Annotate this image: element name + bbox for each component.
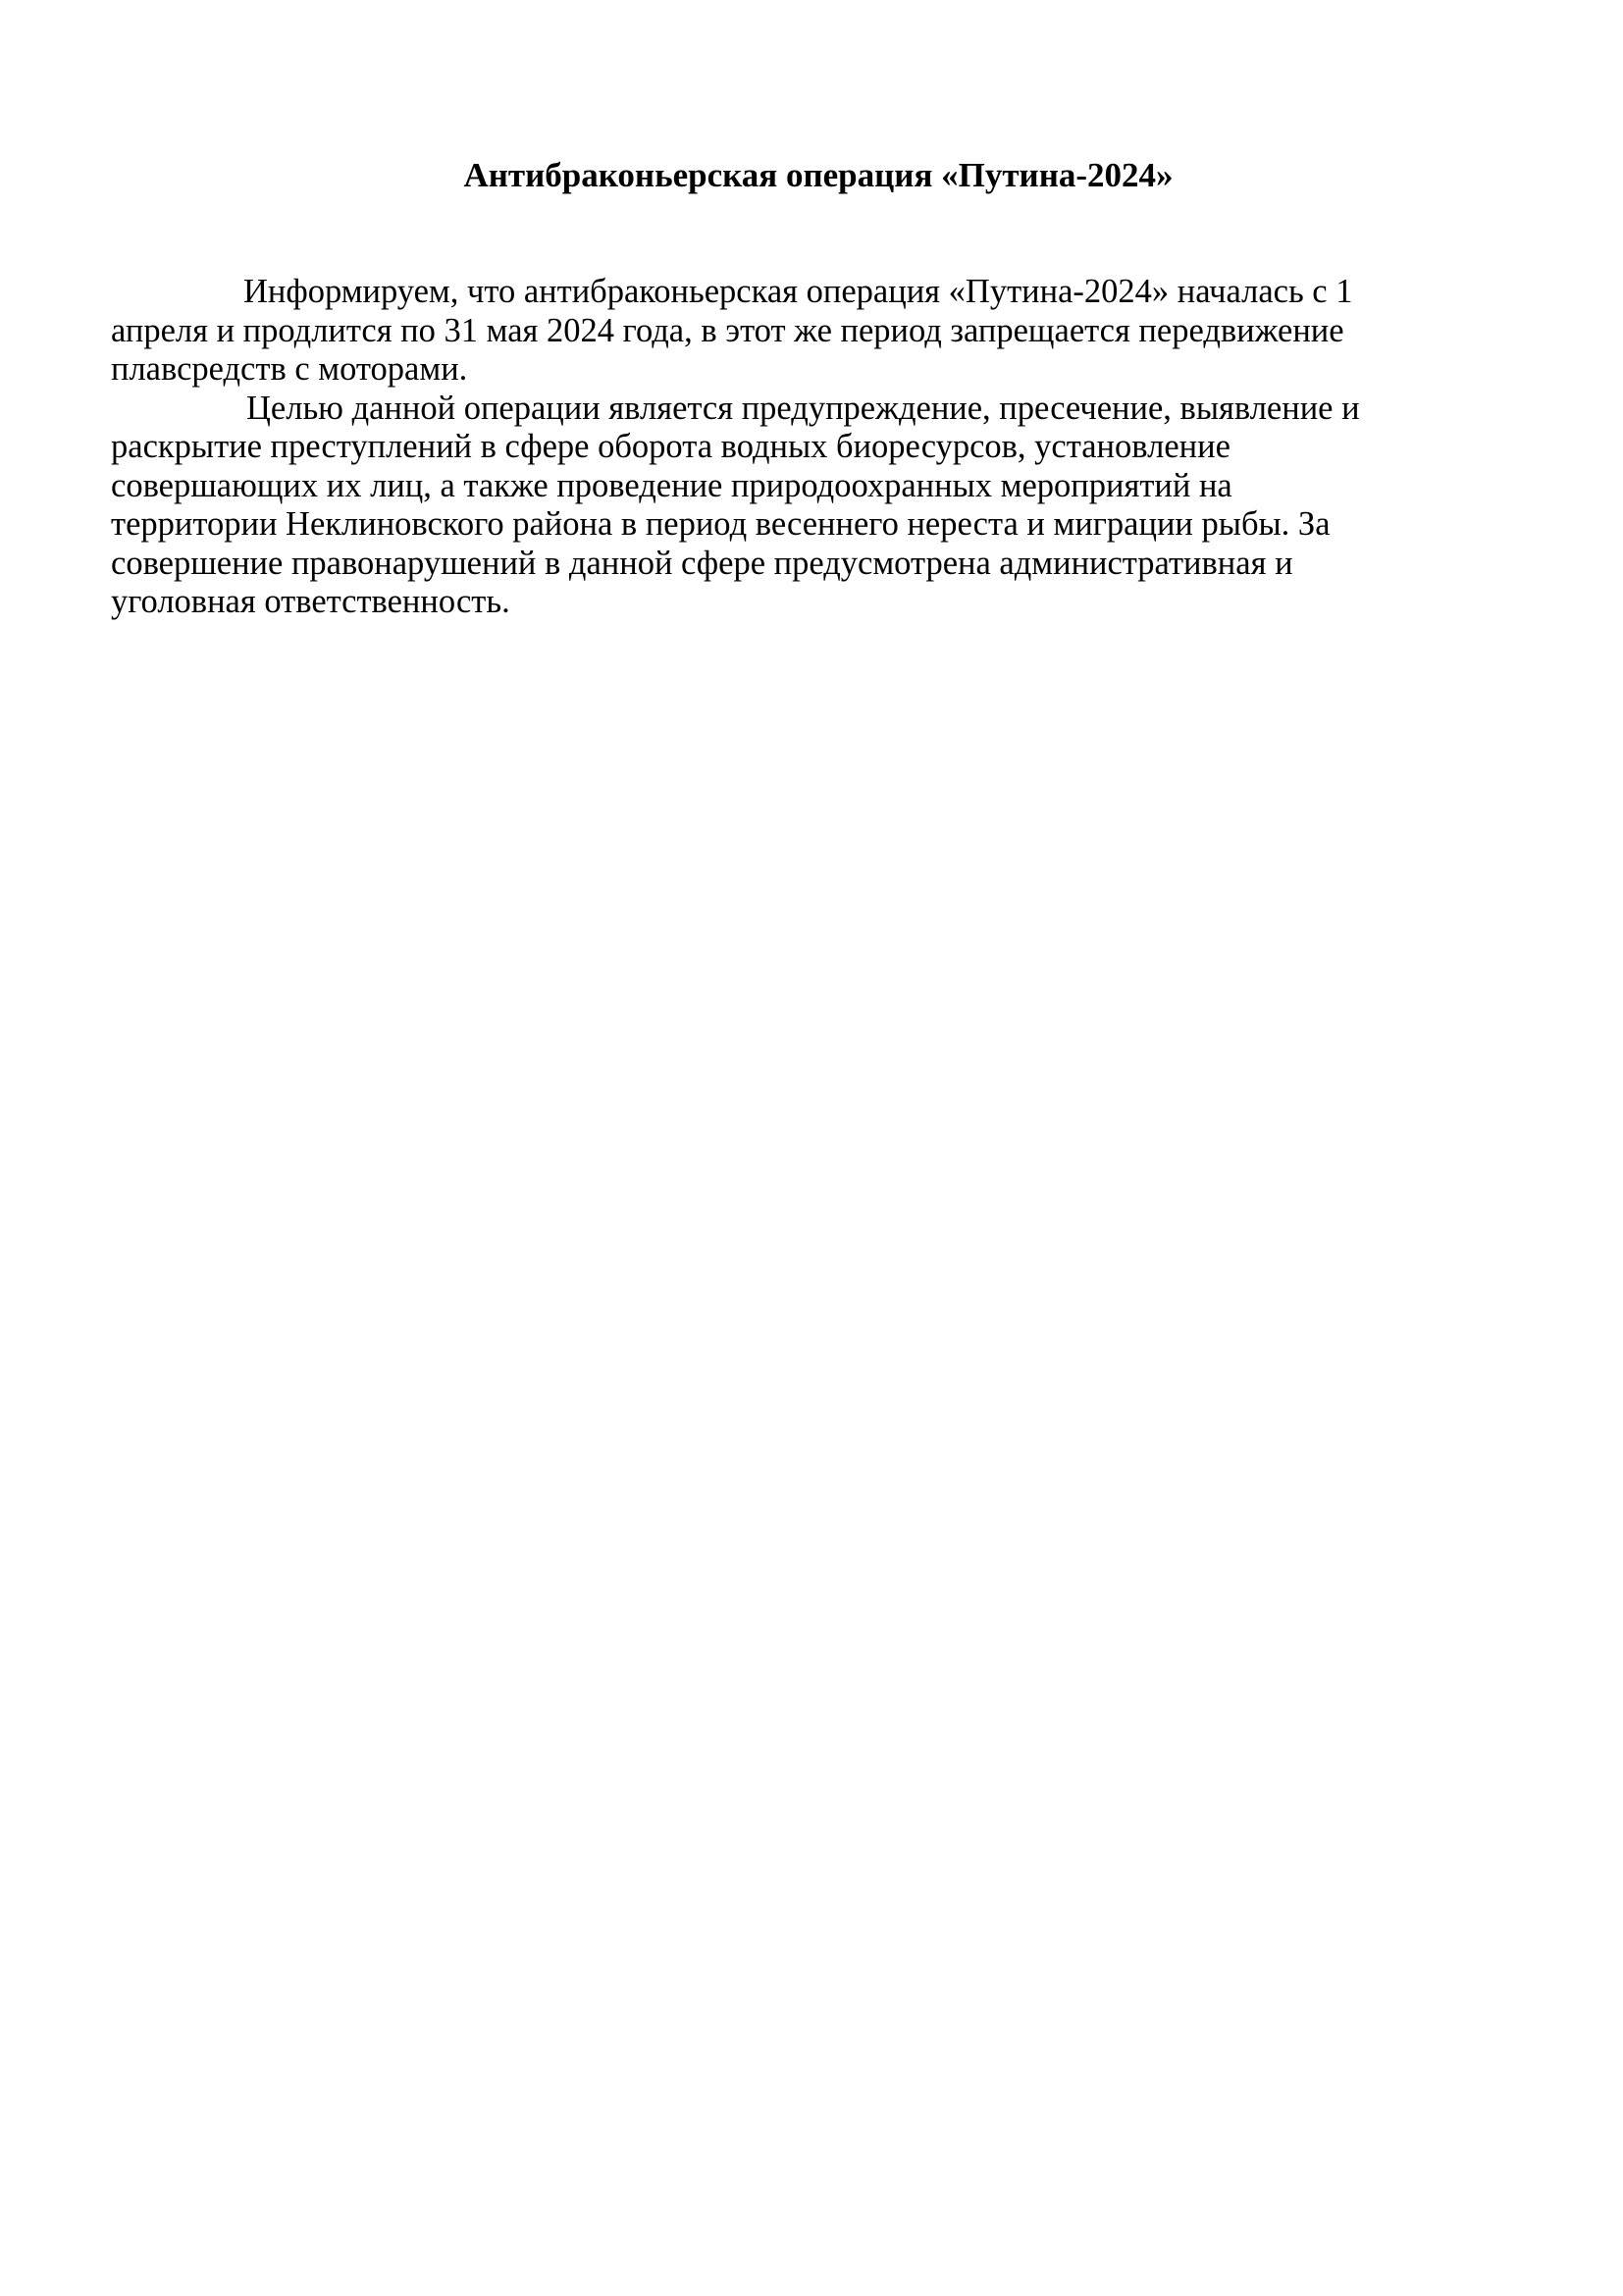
paragraph-operation-goal	[111, 390, 1524, 622]
paragraph-operation-dates	[111, 273, 1524, 390]
paragraph-line: Целью данной операции является предупреждение, пресечение, выявление и	[246, 389, 1360, 427]
paragraph-line: апреля и продлится по 31 мая 2024 года, в этот же период запрещается передвижение	[111, 311, 1344, 349]
paragraph-line: плавсредств с моторами.	[111, 350, 468, 388]
document-body	[111, 273, 1524, 622]
paragraph-line: Информируем, что антибраконьерская операция «Путина-2024» началась с 1	[243, 273, 1353, 310]
paragraph-line: уголовная ответственность.	[111, 583, 510, 620]
paragraph-line: раскрытие преступлений в сфере оборота водных биоресурсов, установление	[111, 428, 1230, 465]
paragraph-line: совершающих их лиц, а также проведение природоохранных мероприятий на	[111, 466, 1232, 504]
paragraph-line: территории Неклиновского района в период весеннего нереста и миграции рыбы. За	[111, 505, 1331, 543]
document-title: Антибраконьерская операция «Путина-2024»	[463, 156, 1174, 194]
paragraph-line: совершение правонарушений в данной сфере предусмотрена административная и	[111, 544, 1293, 582]
